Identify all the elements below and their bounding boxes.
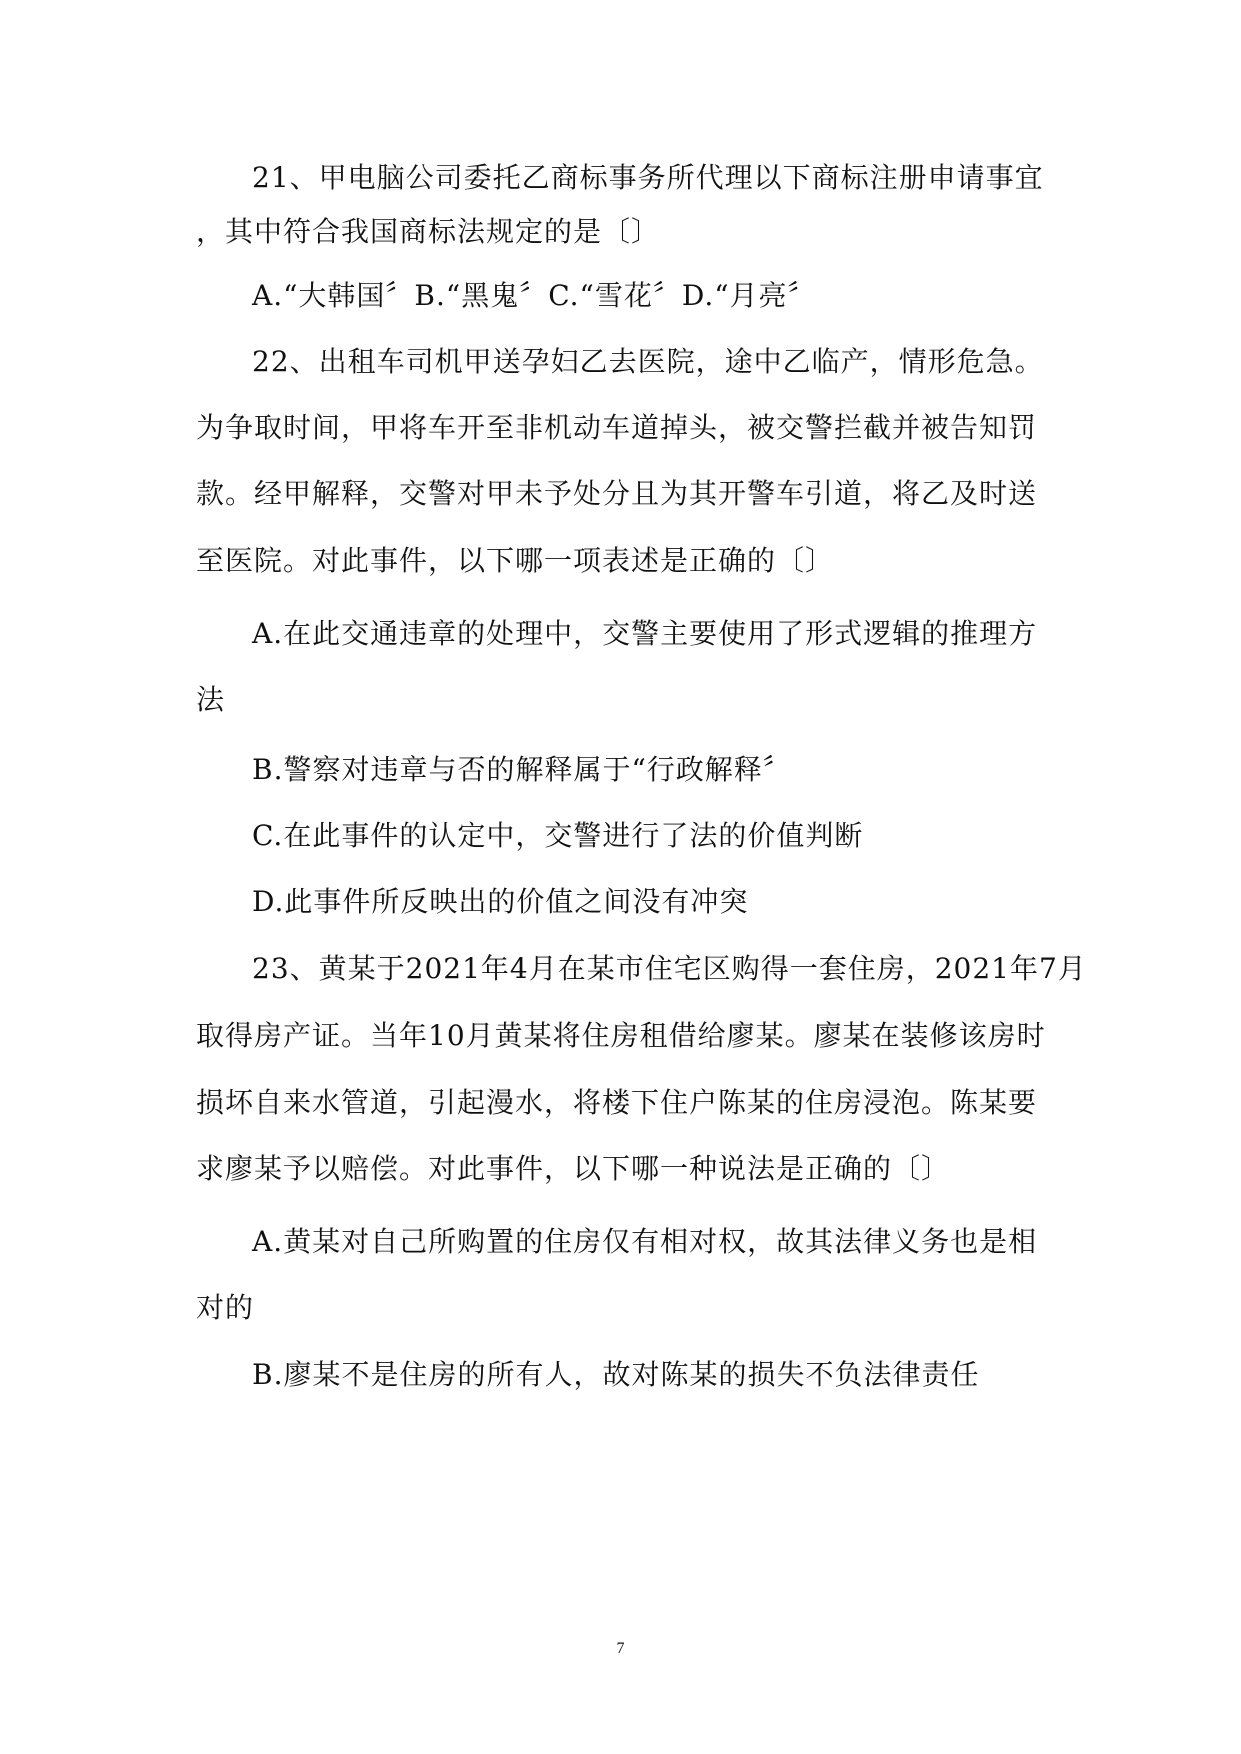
page-number: 7 [616,1640,625,1657]
question-23-text-line-3: 损坏自来水管道，引起漫水，将楼下住户陈某的住房浸泡。陈某要 [196,1086,1038,1119]
question-23-text-line-2: 取得房产证。当年10月黄某将住房租借给廖某。廖某在装修该房时 [196,1019,1046,1052]
question-23-text-line-4: 求廖某予以赔偿。对此事件，以下哪一种说法是正确的〔〕 [196,1152,951,1185]
question-23-option-a-line-1: A.黄某对自己所购置的住房仅有相对权，故其法律义务也是相 [252,1225,1038,1258]
question-21-options: A.“大韩国〞B.“黑鬼〞C.“雪花〞D.“月亮〞 [252,279,817,312]
question-22-text-line-3: 款。经甲解释，交警对甲未予处分且为其开警车引道，将乙及时送 [196,477,1038,510]
question-22-option-d: D.此事件所反映出的价值之间没有冲突 [252,885,749,918]
question-21-text-line-1: 21、甲电脑公司委托乙商标事务所代理以下商标注册申请事宜 [252,161,1044,194]
question-23-text-line-1: 23、黄某于2021年4月在某市住宅区购得一套住房，2021年7月 [252,952,1087,985]
question-22-text-line-4: 至医院。对此事件，以下哪一项表述是正确的〔〕 [196,544,835,577]
question-22-text-line-1: 22、出租车司机甲送孕妇乙去医院，途中乙临产，情形危急。 [252,345,1044,378]
question-23-option-a-line-2: 对的 [196,1291,255,1324]
question-22-option-a-line-1: A.在此交通违章的处理中，交警主要使用了形式逻辑的推理方 [252,617,1038,650]
question-22-option-a-line-2: 法 [196,683,226,716]
question-22-option-c: C.在此事件的认定中，交警进行了法的价值判断 [252,819,864,852]
question-22-text-line-2: 为争取时间，甲将车开至非机动车道掉头，被交警拦截并被告知罚 [196,411,1038,444]
question-21-text-line-2: ，其中符合我国商标法规定的是〔〕 [196,215,661,248]
question-23-option-b: B.廖某不是住房的所有人，故对陈某的损失不负法律责任 [252,1358,980,1391]
question-22-option-b: B.警察对违章与否的解释属于“行政解释〞 [252,753,792,786]
